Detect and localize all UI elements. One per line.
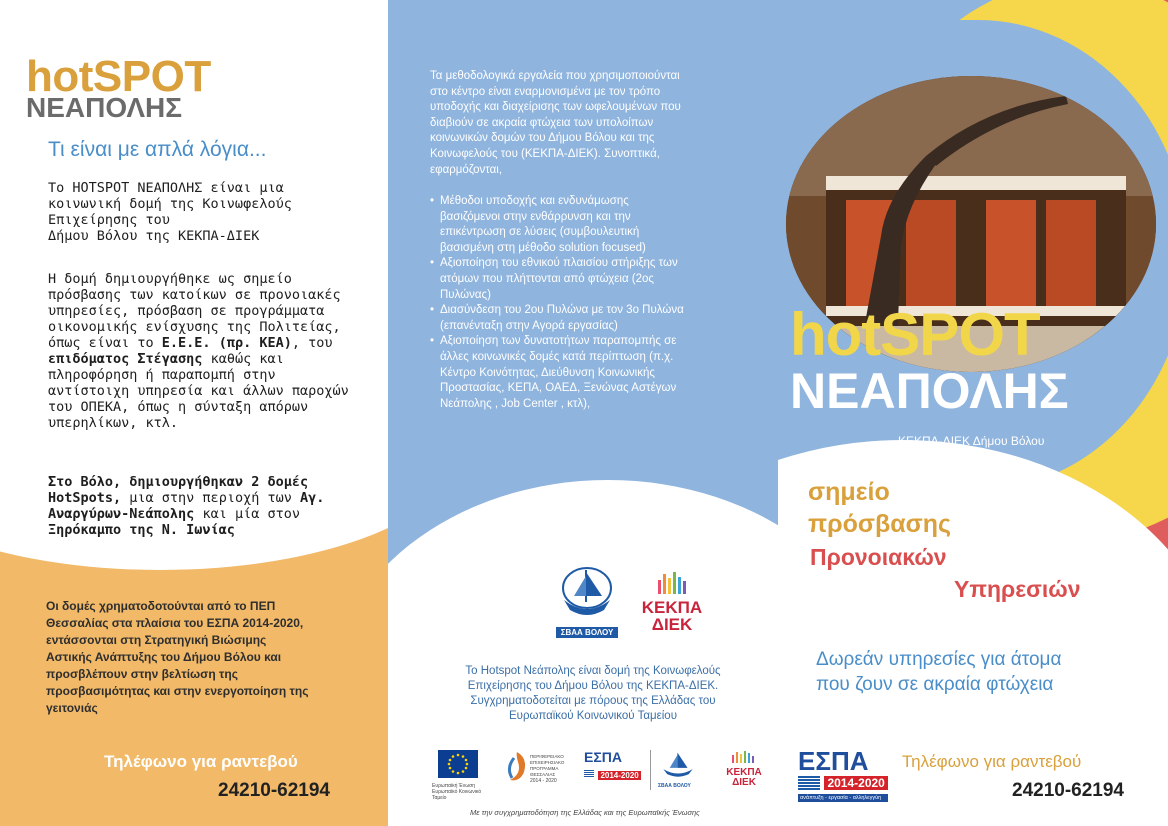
logo-hotspot: hotSPOT <box>26 52 211 101</box>
text-fragment: όπως είναι το <box>48 335 162 351</box>
funding-note <box>443 664 743 724</box>
kekpa-label: ΚΕΚΠΑ <box>641 598 703 617</box>
text-line: (επανένταξη στην Αγορά εργασίας) <box>440 319 618 332</box>
phone-number[interactable]: 24210-62194 <box>218 780 330 801</box>
list-item <box>428 303 768 334</box>
text-line: διαβιούν σε ακραία φτώχεια των υπολοίπων <box>430 116 654 129</box>
bars-icon <box>634 572 710 594</box>
text-line: γειτονιάς <box>46 701 98 715</box>
locations-paragraph <box>48 474 368 538</box>
text-line: προσβασιμότητας και στην ενεργοποίηση της <box>46 684 309 698</box>
text-line <box>48 335 368 351</box>
kekpa-diek-logo <box>634 572 710 634</box>
text-line: υπερηλίκων, κτλ. <box>48 415 179 431</box>
text-line: Στο Βόλο, δημιουργήθηκαν 2 δομές <box>48 474 309 490</box>
middle-panel <box>388 0 778 826</box>
list-item <box>428 194 768 256</box>
housing-highlight: επιδόματος Στέγασης <box>48 351 203 367</box>
espa-logo-large <box>798 748 888 802</box>
phone-number[interactable]: 24210-62194 <box>1012 780 1124 801</box>
kekpa-subtitle: ΚΕΚΠΑ-ΔΙΕΚ Δήμου Βόλου <box>898 434 1045 448</box>
text-line: Η δομή δημιουργήθηκε ως σημείο <box>48 271 292 287</box>
text-line: στο κέντρο είναι εναρμονισμένα με τον τρόπο <box>430 85 661 98</box>
left-panel <box>0 0 388 826</box>
greek-flag-icon <box>584 770 594 777</box>
text-fragment: Αναργύρων-Νεάπολης <box>48 506 195 522</box>
methodology-intro <box>430 69 760 178</box>
right-panel <box>778 0 1168 826</box>
sbaa-small-logo <box>658 750 706 789</box>
greek-flag-icon <box>798 776 820 790</box>
text-line: ατόμων που πλήττονται από φτώχεια (2ος <box>440 272 654 285</box>
methods-list <box>428 194 768 412</box>
text-line: Οι δομές χρηματοδοτούνται από το ΠΕΠ <box>46 599 276 613</box>
text-line: επικέντρωση σε λύσεις (συμβουλευτική <box>440 226 640 239</box>
text-line: Κέντρο Κοινότητας, Διεύθυνση Κοινωνικής <box>440 366 655 379</box>
text-line: πρόσβασης των κατοίκων σε προνοιακές <box>48 287 341 303</box>
text-line: άλλες κοινωνικές δομές κατά περίπτωση (π.χ. <box>440 350 674 363</box>
eu-flag-icon <box>438 750 478 778</box>
text-line: Το HOTSPOT ΝΕΑΠΟΛΗΣ είναι μια <box>48 180 284 196</box>
text-line: • Μέθοδοι υποδοχής και ενδυνάμωσης <box>440 195 629 207</box>
espa-years: 2014-2020 <box>600 771 639 780</box>
thessaly-region-logo <box>504 750 574 789</box>
text-line: υποδοχής και διαχείρισης των ωφελουμένων που <box>430 101 681 114</box>
text-line: βασισμένη στη μέθοδο solution focused) <box>440 241 646 254</box>
eu-logo <box>432 750 492 801</box>
phone-label: Τηλέφωνο για ραντεβού <box>104 752 298 771</box>
espa-label: ΕΣΠΑ <box>584 749 622 765</box>
text-line <box>48 351 368 367</box>
text-line: Πυλώνας) <box>440 288 491 301</box>
kekpa-label: ΚΕΚΠΑ <box>726 767 762 778</box>
text-fragment: HotSpots, <box>48 490 122 506</box>
text-fragment: , του <box>291 335 333 351</box>
text-line: του ΟΠΕΚΑ, όπως η σύνταξη απόρων <box>48 399 309 415</box>
text-fragment: μια στην περιοχή των <box>121 490 300 506</box>
text-line: Επιχείρησης του <box>48 212 170 228</box>
text-line: Ξηρόκαμπο της Ν. Ιωνίας <box>48 522 235 538</box>
hotspot-title: hotSPOT <box>790 301 1040 368</box>
text-line: αντίστοιχη υπηρεσία και άλλων παροχών <box>48 383 349 399</box>
intro-paragraph <box>48 180 368 244</box>
text-line: Προστασίας, ΚΕΠΑ, ΟΑΕΔ, Ξενώνας Αστέγων <box>440 382 677 395</box>
slogan-line-1: σημείο <box>808 478 890 506</box>
text-line <box>48 506 368 522</box>
text-line: εφαρμόζονται, <box>430 163 503 176</box>
text-line: Κοινωφελούς του (ΚΕΚΠΑ-ΔΙΕΚ). Συνοπτικά, <box>430 147 660 160</box>
region-label: ΠΕΡΙΦΕΡΕΙΑΚΟ ΕΠΙΧΕΙΡΗΣΙΑΚΟ ΠΡΟΓΡΑΜΜΑ ΘΕΣΣΑΛΙΑΣ <box>530 754 565 777</box>
ship-icon <box>658 750 698 778</box>
slogan-line-4: Υπηρεσιών <box>954 576 1081 602</box>
sponsor-logo-strip <box>432 749 778 801</box>
text-line: οικονομικής ενίσχυσης της Πολιτείας, <box>48 319 341 335</box>
slogan-line-3: Προνοιακών <box>810 544 947 570</box>
text-line: • Αξιοποίηση των δυνατοτήτων παραπομπής σε <box>440 335 677 348</box>
text-line: • Αξιοποίηση του εθνικού πλαισίου στήριξης των <box>440 257 678 270</box>
eee-highlight: Ε.Ε.Ε. (πρ. ΚΕΑ) <box>161 335 292 351</box>
eu-label: Ευρωπαϊκή Ένωση <box>432 783 475 789</box>
region-years: 2014 - 2020 <box>530 778 557 784</box>
free-services-line-2: που ζουν σε ακραία φτώχεια <box>816 674 1054 695</box>
text-fragment: καθώς και <box>202 351 284 367</box>
kekpa-small-logo <box>716 750 772 788</box>
sbaa-volos-logo <box>556 566 618 638</box>
espa-tagline: ανάπτυξη - εργασία - αλληλεγγύη <box>798 794 888 802</box>
free-services-line-1: Δωρεάν υπηρεσίες για άτομα <box>816 649 1062 670</box>
text-line: Τα μεθοδολογικά εργαλεία που χρησιμοποιούνται <box>430 70 680 82</box>
text-line: πληροφόρηση ή παραπομπή στην <box>48 367 276 383</box>
sbaa-label: ΣΒΑΑ ΒΟΛΟΥ <box>658 783 691 789</box>
section-subtitle: Τι είναι με απλά λόγια... <box>48 138 267 161</box>
text-line: υπηρεσίες, πρόσβαση σε προγράμματα <box>48 303 325 319</box>
phone-label: Τηλέφωνο για ραντεβού <box>902 752 1082 771</box>
list-item <box>428 334 768 412</box>
text-line: Αστικής Ανάπτυξης του Δήμου Βόλου και <box>46 650 282 664</box>
diek-label: ΔΙΕΚ <box>651 615 693 634</box>
text-line: κοινωνική δομή της Κοινωφελούς <box>48 196 292 212</box>
divider <box>650 750 651 790</box>
espa-logo <box>584 750 644 783</box>
text-line: Ευρωπαϊκού Κοινωνικού Ταμείου <box>509 710 677 722</box>
bars-icon <box>724 751 764 763</box>
text-line: Συγχρηματοδοτείται με πόρους της Ελλάδας του <box>470 695 716 707</box>
text-line: βασιζόμενοι στην ενθάρρυνση και την <box>440 210 631 223</box>
espa-years: 2014-2020 <box>824 776 887 790</box>
slogan-line-2: πρόσβασης <box>808 510 951 538</box>
funding-paragraph <box>46 598 356 717</box>
diek-label: ΔΙΕΚ <box>732 777 756 788</box>
neapolis-title: ΝΕΑΠΟΛΗΣ <box>790 363 1069 419</box>
logo-neapolis: ΝΕΑΠΟΛΗΣ <box>26 92 183 123</box>
text-line <box>48 490 368 506</box>
text-fragment: και μία στον <box>194 506 300 522</box>
esf-label: Ευρωπαϊκό Κοινωνικό Ταμείο <box>432 789 482 801</box>
text-line: Το Hotspot Νεάπολης είναι δομή της Κοινωφελούς <box>465 665 721 677</box>
text-line: Δήμου Βόλου της ΚΕΚΠΑ-ΔΙΕΚ <box>48 228 260 244</box>
region-emblem-icon <box>504 750 530 784</box>
text-fragment: Αγ. <box>299 490 325 506</box>
text-line: εντάσσονται στη Στρατηγική Βιώσιμης <box>46 633 267 647</box>
description-paragraph <box>48 271 368 431</box>
text-line: Νεάπολης , Job Center , κτλ), <box>440 397 591 410</box>
text-line: Θεσσαλίας στα πλαίσια του ΕΣΠΑ 2014-2020, <box>46 616 304 630</box>
cofunding-caption: Με την συγχρηματοδότηση της Ελλάδας και της Ευρωπαϊκής Ένωσης <box>470 808 700 817</box>
text-line: Επιχείρησης του Δήμου Βόλου της ΚΕΚΠΑ-ΔΙΕΚ. <box>467 680 719 692</box>
sbaa-label: ΣΒΑΑ ΒΟΛΟΥ <box>556 627 618 638</box>
ship-icon <box>556 566 618 622</box>
text-line: • Διασύνδεση του 2ου Πυλώνα με τον 3ο Πυλώνα <box>440 304 684 317</box>
text-line: κοινωνικών δομών του Δήμου Βόλου και της <box>430 132 655 145</box>
espa-label: ΕΣΠΑ <box>798 746 869 776</box>
text-line: προσβλέπουν στην βελτίωση της <box>46 667 238 681</box>
list-item <box>428 256 768 303</box>
